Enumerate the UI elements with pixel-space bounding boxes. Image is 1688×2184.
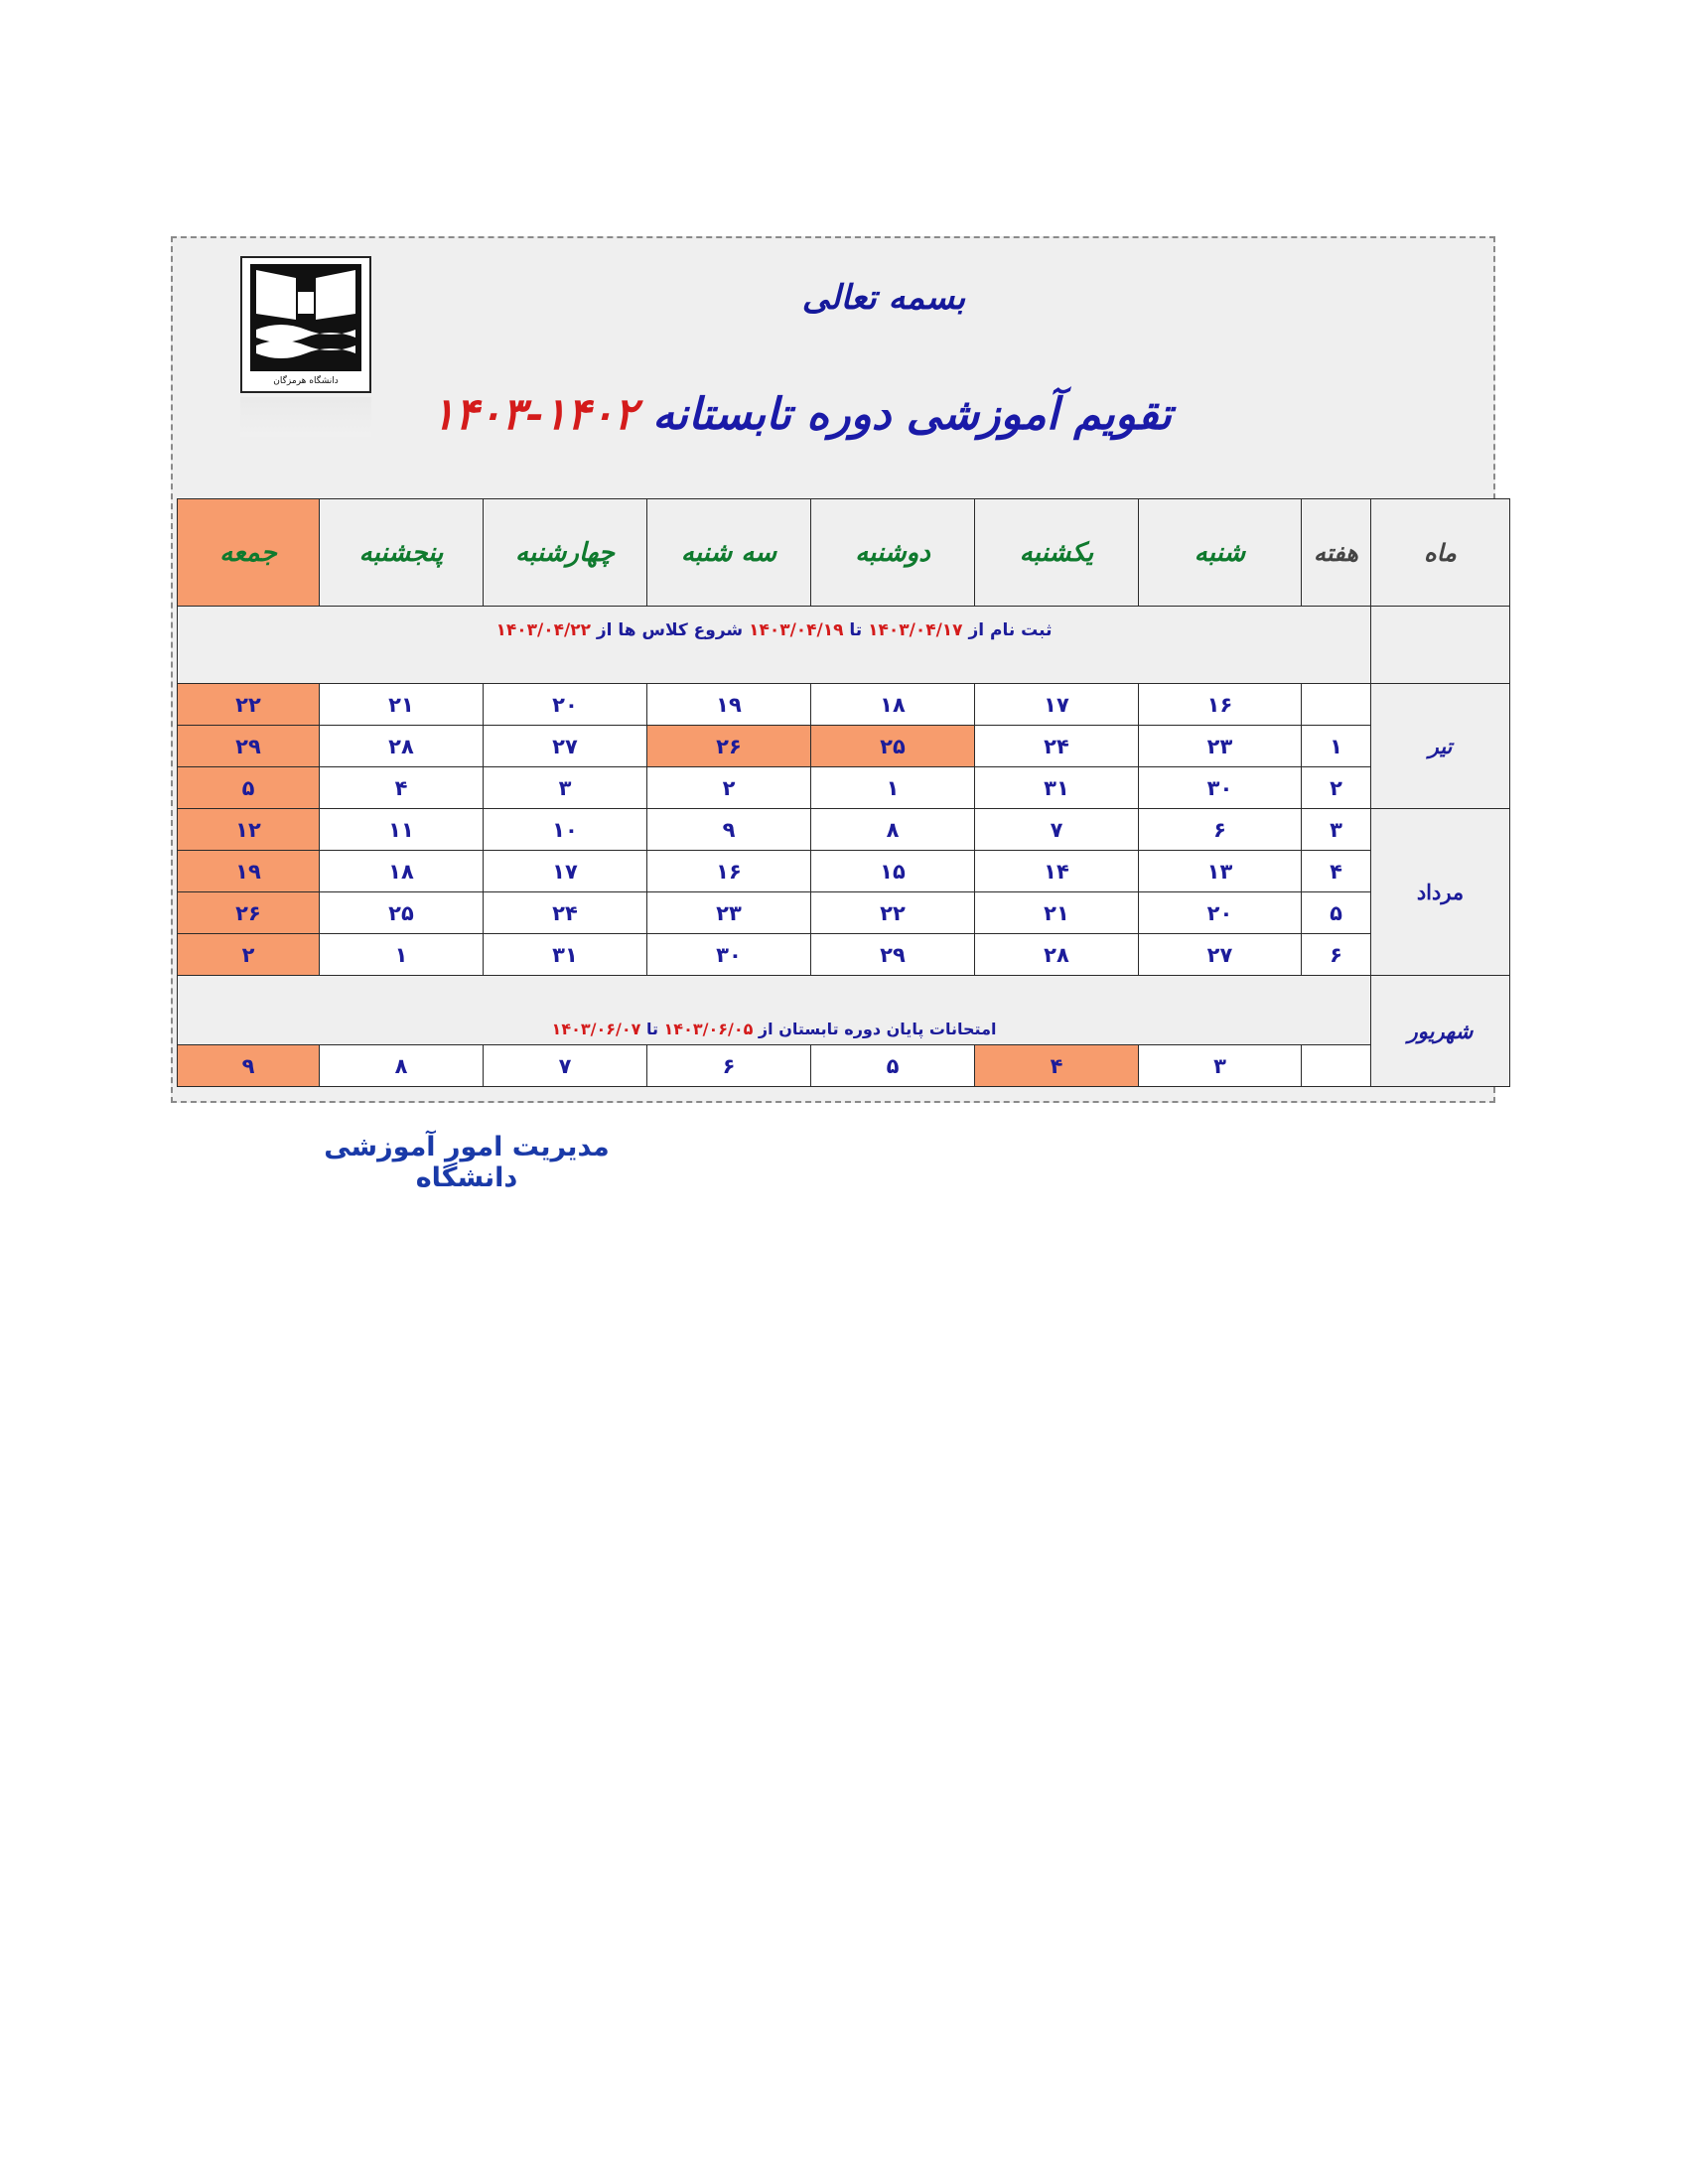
day-cell: ۸ xyxy=(320,1045,484,1087)
day-cell: ۱۶ xyxy=(1139,684,1302,726)
day-cell-highlight: ۴ xyxy=(975,1045,1139,1087)
day-cell: ۵ xyxy=(811,1045,975,1087)
day-cell: ۲۸ xyxy=(975,934,1139,976)
day-cell-friday: ۲۲ xyxy=(178,684,320,726)
week-number: ۳ xyxy=(1302,809,1371,851)
day-cell-friday: ۹ xyxy=(178,1045,320,1087)
day-cell: ۲۰ xyxy=(484,684,647,726)
day-cell: ۹ xyxy=(647,809,811,851)
day-cell: ۶ xyxy=(647,1045,811,1087)
day-cell: ۲۴ xyxy=(484,892,647,934)
day-cell-class-start: ۲۵ xyxy=(811,726,975,767)
table-row xyxy=(178,767,1510,809)
day-cell-friday: ۲ xyxy=(178,934,320,976)
day-cell: ۱ xyxy=(811,767,975,809)
registration-note: ثبت نام از ۱۴۰۳/۰۴/۱۷ تا ۱۴۰۳/۰۴/۱۹ شروع کلاس ها از ۱۴۰۳/۰۴/۲۲ xyxy=(178,607,1371,684)
academic-calendar-table xyxy=(177,498,1510,1087)
table-row xyxy=(178,1045,1510,1087)
table-row xyxy=(178,892,1510,934)
day-cell: ۱۸ xyxy=(320,851,484,892)
day-cell: ۳ xyxy=(1139,1045,1302,1087)
month-empty xyxy=(1371,607,1510,684)
day-cell: ۲۴ xyxy=(975,726,1139,767)
col-day: دوشنبه xyxy=(811,499,975,607)
col-day: پنجشنبه xyxy=(320,499,484,607)
day-cell-class-start: ۲۶ xyxy=(647,726,811,767)
table-row xyxy=(178,934,1510,976)
col-day: شنبه xyxy=(1139,499,1302,607)
title-year: ۱۴۰۲-۱۴۰۳ xyxy=(431,389,637,440)
day-cell: ۲۳ xyxy=(647,892,811,934)
day-cell: ۷ xyxy=(484,1045,647,1087)
day-cell: ۱۳ xyxy=(1139,851,1302,892)
university-logo xyxy=(240,256,371,393)
day-cell-friday: ۱۹ xyxy=(178,851,320,892)
day-cell: ۷ xyxy=(975,809,1139,851)
month-mordad: مرداد xyxy=(1371,809,1510,976)
week-number xyxy=(1302,1045,1371,1087)
day-cell: ۱۹ xyxy=(647,684,811,726)
day-cell-friday: ۱۲ xyxy=(178,809,320,851)
week-number: ۲ xyxy=(1302,767,1371,809)
col-day: چهارشنبه xyxy=(484,499,647,607)
day-cell: ۲۷ xyxy=(1139,934,1302,976)
table-row xyxy=(178,684,1510,726)
day-cell: ۸ xyxy=(811,809,975,851)
logo-reflection xyxy=(240,397,371,437)
page-title xyxy=(431,389,1172,440)
day-cell: ۶ xyxy=(1139,809,1302,851)
day-cell: ۲۷ xyxy=(484,726,647,767)
day-cell: ۳ xyxy=(484,767,647,809)
day-cell: ۲۱ xyxy=(320,684,484,726)
day-cell: ۳۰ xyxy=(1139,767,1302,809)
day-cell: ۱۸ xyxy=(811,684,975,726)
day-cell-friday: ۵ xyxy=(178,767,320,809)
month-tir: تیر xyxy=(1371,684,1510,809)
table-row xyxy=(178,726,1510,767)
day-cell: ۲۳ xyxy=(1139,726,1302,767)
table-row xyxy=(178,851,1510,892)
exam-note: امتحانات پایان دوره تابستان از ۱۴۰۳/۰۶/۰۵ تا ۱۴۰۳/۰۶/۰۷ xyxy=(178,976,1371,1045)
day-cell: ۲۱ xyxy=(975,892,1139,934)
registration-row xyxy=(178,607,1510,684)
day-cell: ۲۰ xyxy=(1139,892,1302,934)
day-cell: ۱۷ xyxy=(484,851,647,892)
exam-row xyxy=(178,976,1510,1045)
table-row xyxy=(178,809,1510,851)
day-cell: ۲۹ xyxy=(811,934,975,976)
col-day: یکشنبه xyxy=(975,499,1139,607)
day-cell: ۲۲ xyxy=(811,892,975,934)
day-cell: ۳۰ xyxy=(647,934,811,976)
svg-text:دانشگاه هرمزگان: دانشگاه هرمزگان xyxy=(273,376,339,386)
day-cell: ۱۰ xyxy=(484,809,647,851)
title-text: تقویم آموزشی دوره تابستانه xyxy=(652,389,1172,440)
day-cell: ۴ xyxy=(320,767,484,809)
week-number xyxy=(1302,684,1371,726)
col-day-friday: جمعه xyxy=(178,499,320,607)
day-cell-friday: ۲۹ xyxy=(178,726,320,767)
week-number: ۱ xyxy=(1302,726,1371,767)
week-number: ۴ xyxy=(1302,851,1371,892)
day-cell: ۲۸ xyxy=(320,726,484,767)
bismillah: بسمه تعالی xyxy=(801,278,966,318)
day-cell: ۱۵ xyxy=(811,851,975,892)
col-day: سه شنبه xyxy=(647,499,811,607)
day-cell: ۱ xyxy=(320,934,484,976)
day-cell: ۳۱ xyxy=(484,934,647,976)
month-shahrivar: شهریور xyxy=(1371,976,1510,1087)
day-cell: ۳۱ xyxy=(975,767,1139,809)
day-cell: ۲ xyxy=(647,767,811,809)
week-number: ۶ xyxy=(1302,934,1371,976)
footer-signature: مدیریت امور آموزشی دانشگاه xyxy=(324,1132,610,1193)
header-row xyxy=(178,499,1510,607)
day-cell: ۱۷ xyxy=(975,684,1139,726)
week-number: ۵ xyxy=(1302,892,1371,934)
col-week: هفته xyxy=(1302,499,1371,607)
day-cell: ۱۶ xyxy=(647,851,811,892)
day-cell: ۱۴ xyxy=(975,851,1139,892)
col-month: ماه xyxy=(1371,499,1510,607)
day-cell: ۲۵ xyxy=(320,892,484,934)
day-cell-friday: ۲۶ xyxy=(178,892,320,934)
day-cell: ۱۱ xyxy=(320,809,484,851)
